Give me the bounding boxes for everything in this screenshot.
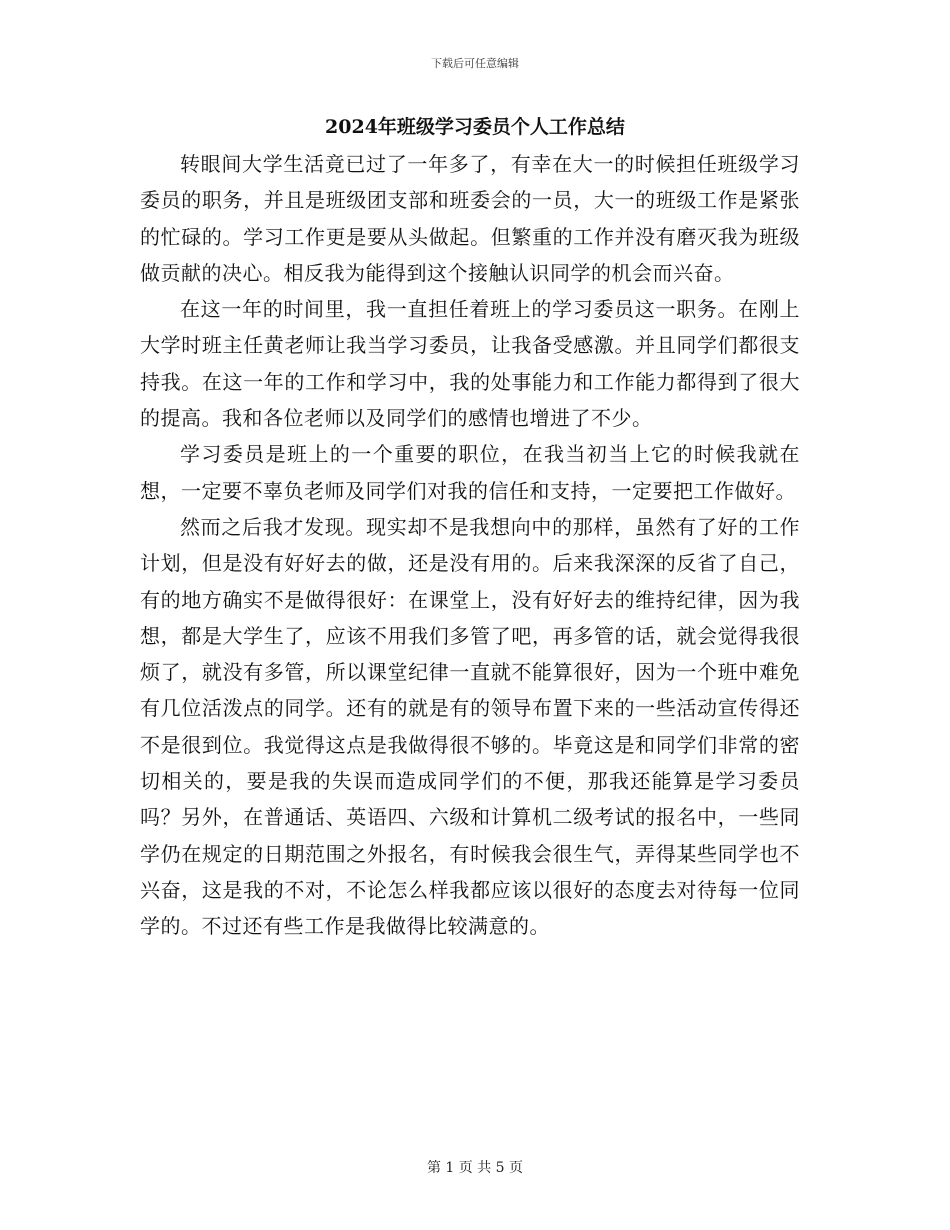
paragraph-4: 然而之后我才发现。现实却不是我想向中的那样，虽然有了好的工作计划，但是没有好好去的做，还是没有用的。后来我深深的反省了自己，有的地方确实不是做得很好：在课堂上，没有好好去的维持纪律，因为我想，都是大学生了，应该不用我们多管了吧，再多管的话，就会觉得我很烦了，就没有多管，所以课堂纪律一直就不能算很好，因为一个班中难免有几位活泼点的同学。还有的就是有的领导布置下来的一些活动宣传得还不是很到位。我觉得这点是我做得很不够的。毕竟这是和同学们非常的密切相关的，要是我的失误而造成同学们的不便，那我还能算是学习委员吗？另外，在普通话、英语四、六级和计算机二级考试的报名中，一些同学仍在规定的日期范围之外报名，有时候我会很生气，弄得某些同学也不兴奋，这是我的不对，不论怎么样我都应该以很好的态度去对待每一位同学的。不过还有些工作是我做得比较满意的。 <box>140 514 800 939</box>
paragraph-2: 在这一年的时间里，我一直担任着班上的学习委员这一职务。在刚上大学时班主任黄老师让我当学习委员，让我备受感激。并且同学们都很支持我。在这一年的工作和学习中，我的处事能力和工作能力都得到了很大的提高。我和各位老师以及同学们的感情也增进了不少。 <box>140 297 800 431</box>
document-body <box>140 146 800 945</box>
header-note: 下载后可任意编辑 <box>431 57 519 70</box>
page-number-footer: 第 1 页 共 5 页 <box>426 1160 524 1176</box>
document-title: 2024年班级学习委员个人工作总结 <box>325 116 625 138</box>
paragraph-1: 转眼间大学生活竟已过了一年多了，有幸在大一的时候担任班级学习委员的职务，并且是班级团支部和班委会的一员，大一的班级工作是紧张的忙碌的。学习工作更是要从头做起。但繁重的工作并没有磨灭我为班级做贡献的决心。相反我为能得到这个接触认识同学的机会而兴奋。 <box>140 152 800 285</box>
paragraph-3: 学习委员是班上的一个重要的职位，在我当初当上它的时候我就在想，一定要不辜负老师及同学们对我的信任和支持，一定要把工作做好。 <box>140 442 800 503</box>
